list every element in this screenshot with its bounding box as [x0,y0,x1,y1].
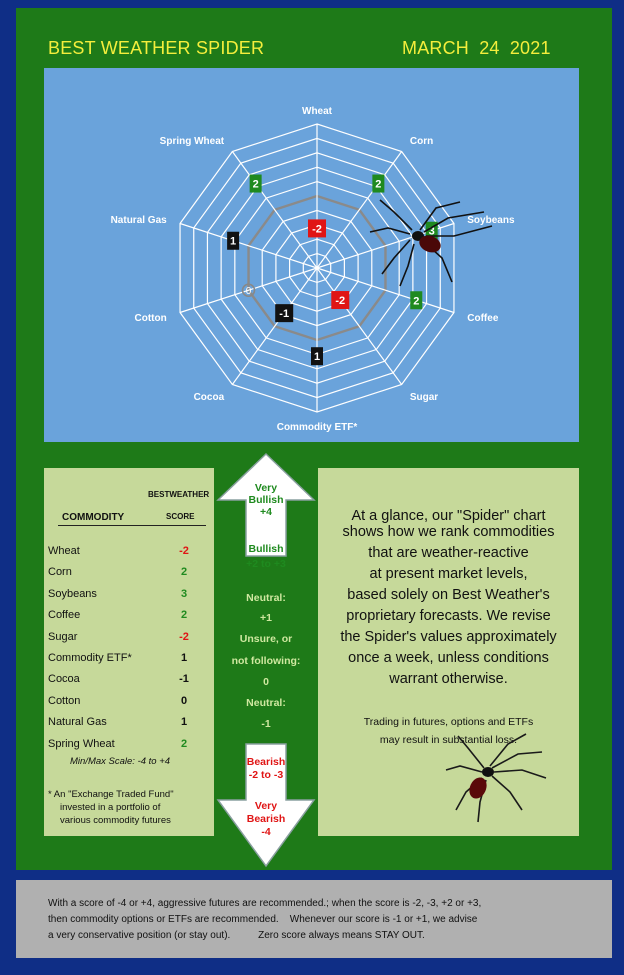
commodity-name: Commodity ETF* [48,652,132,664]
very-bullish-label [214,482,318,518]
etf-note-line-1: * An "Exchange Traded Fund" [48,789,174,800]
page-date: MARCH 24 2021 [402,38,551,58]
axis-label: Natural Gas [110,215,167,227]
very-bullish-line-1: Very [254,482,278,494]
table-row [48,609,208,627]
disclaimer-line-1: Trading in futures, options and ETFs [363,716,534,728]
score-marker-label: 2 [252,178,259,191]
score-marker-label: -1 [279,308,290,321]
neutral-minus-label: Neutral: [246,697,286,709]
description-line: once a week, unless conditions [348,650,549,666]
unsure-label: Unsure, or [239,633,293,645]
commodity-score: -1 [179,673,189,686]
commodity-name: Natural Gas [48,716,107,729]
table-row [48,588,208,606]
axis-label: Commodity ETF* [276,422,358,433]
bullish-line-1: Bullish [248,543,284,555]
commodity-score: -2 [179,630,189,643]
radar-spoke [317,268,402,384]
commodity-score: 2 [180,566,188,579]
spider-leg [380,200,412,230]
commodity-name: Soybeans [48,587,97,600]
radar-svg [44,68,579,442]
table-header-score: SCORE [166,512,195,521]
etf-note [48,788,208,827]
commodity-name: Cocoa [48,673,80,686]
description-line: At a glance, our "Spider" chart [351,508,546,524]
table-row [48,673,208,691]
description-line: at present market levels, [369,566,528,582]
axis-label: Spring Wheat [159,136,225,148]
table-header-commodity: COMMODITY [62,512,125,523]
score-marker-label: -2 [335,295,346,308]
description-line: based solely on Best Weather's [347,587,550,603]
description-line: shows how we rank commodities [342,524,555,540]
commodity-name: Corn [48,566,72,579]
very-bearish-label [214,800,318,839]
table-row [48,631,208,649]
score-marker-label: 1 [313,351,321,364]
commodity-name: Spring Wheat [48,737,115,750]
min-max-scale: Min/Max Scale: -4 to +4 [70,756,171,767]
axis-label: Corn [409,136,434,148]
page-title: BEST WEATHER SPIDER [48,38,265,58]
bearish-line-2: -2 to -3 [248,769,284,781]
description-line: proprietary forecasts. We revise [346,608,551,624]
very-bearish-line-2: Bearish [246,813,286,825]
minus-one-label: -1 [261,718,271,730]
commodity-score: 3 [180,587,188,600]
commodity-name: Wheat [48,545,80,557]
table-row [48,716,208,734]
axis-label: Cotton [134,312,167,324]
not-following-label: not following: [231,655,301,667]
commodity-score: 1 [180,652,188,664]
table-row [48,545,208,563]
etf-note-line-2: invested in a portfolio of [60,802,161,813]
axis-label: Coffee [467,312,499,324]
score-marker-label: 3 [428,225,435,238]
very-bullish-line-2: Bullish [248,494,284,506]
spider-chart [44,68,579,442]
description-panel [318,468,579,836]
commodity-score: 1 [180,716,188,729]
commodity-name: Coffee [48,609,81,622]
plus-one-label: +1 [260,612,272,624]
table-row [48,566,208,584]
commodity-score: 0 [180,694,188,707]
etf-note-line-3: various commodity futures [60,815,171,826]
axis-label: Wheat [302,106,332,117]
axis-label: Cocoa [193,391,225,403]
spider-icon [438,726,558,826]
score-marker-label: 2 [375,178,382,191]
bearish-label [214,756,318,782]
footer-line-3: a very conservative position (or stay out). Zero score always means STAY OUT. [48,930,425,941]
commodity-score: -2 [179,545,189,557]
bullish-label [214,542,318,572]
zero-label: 0 [263,676,269,688]
score-marker-label: 0 [245,286,252,298]
commodity-score: 2 [180,609,188,622]
neutral-plus-label: Neutral: [246,592,286,604]
footer-line-1: With a score of -4 or +4, aggressive futures are recommended.; when the score is -2, -3, +2 or +3, [48,898,482,909]
radar-spoke [317,152,402,268]
score-marker-label: 2 [413,295,420,308]
table-row [48,738,208,756]
description-line: the Spider's values approximately [340,629,557,645]
bullish-line-2: +2 to +3 [246,558,286,570]
score-marker-label: 1 [230,235,237,248]
very-bearish-line-1: Very [254,800,278,812]
very-bullish-line-3: +4 [260,506,272,518]
score-table [44,468,214,836]
spider-leg [400,244,414,286]
disclaimer-line-2: may result in substantial loss. [379,734,518,746]
table-header-bestweather: BESTWEATHER [148,490,210,499]
table-rule [58,525,206,526]
commodity-name: Sugar [48,630,78,643]
description-line: that are weather-reactive [368,545,529,561]
table-row [48,695,208,713]
commodity-name: Cotton [48,694,81,707]
bearish-line-1: Bearish [246,756,286,768]
axis-label: Sugar [409,391,439,403]
radar-spoke [232,152,317,268]
description-line: warrant otherwise. [389,671,508,687]
axis-label: Soybeans [467,215,515,227]
footer-notes [16,880,612,958]
footer-line-2: then commodity options or ETFs are recommended. Whenever our score is -1 or +1, we advise [48,914,478,925]
score-marker-label: -2 [312,223,322,236]
table-row [48,652,208,670]
commodity-score: 2 [180,737,188,750]
very-bearish-line-3: -4 [261,826,271,838]
